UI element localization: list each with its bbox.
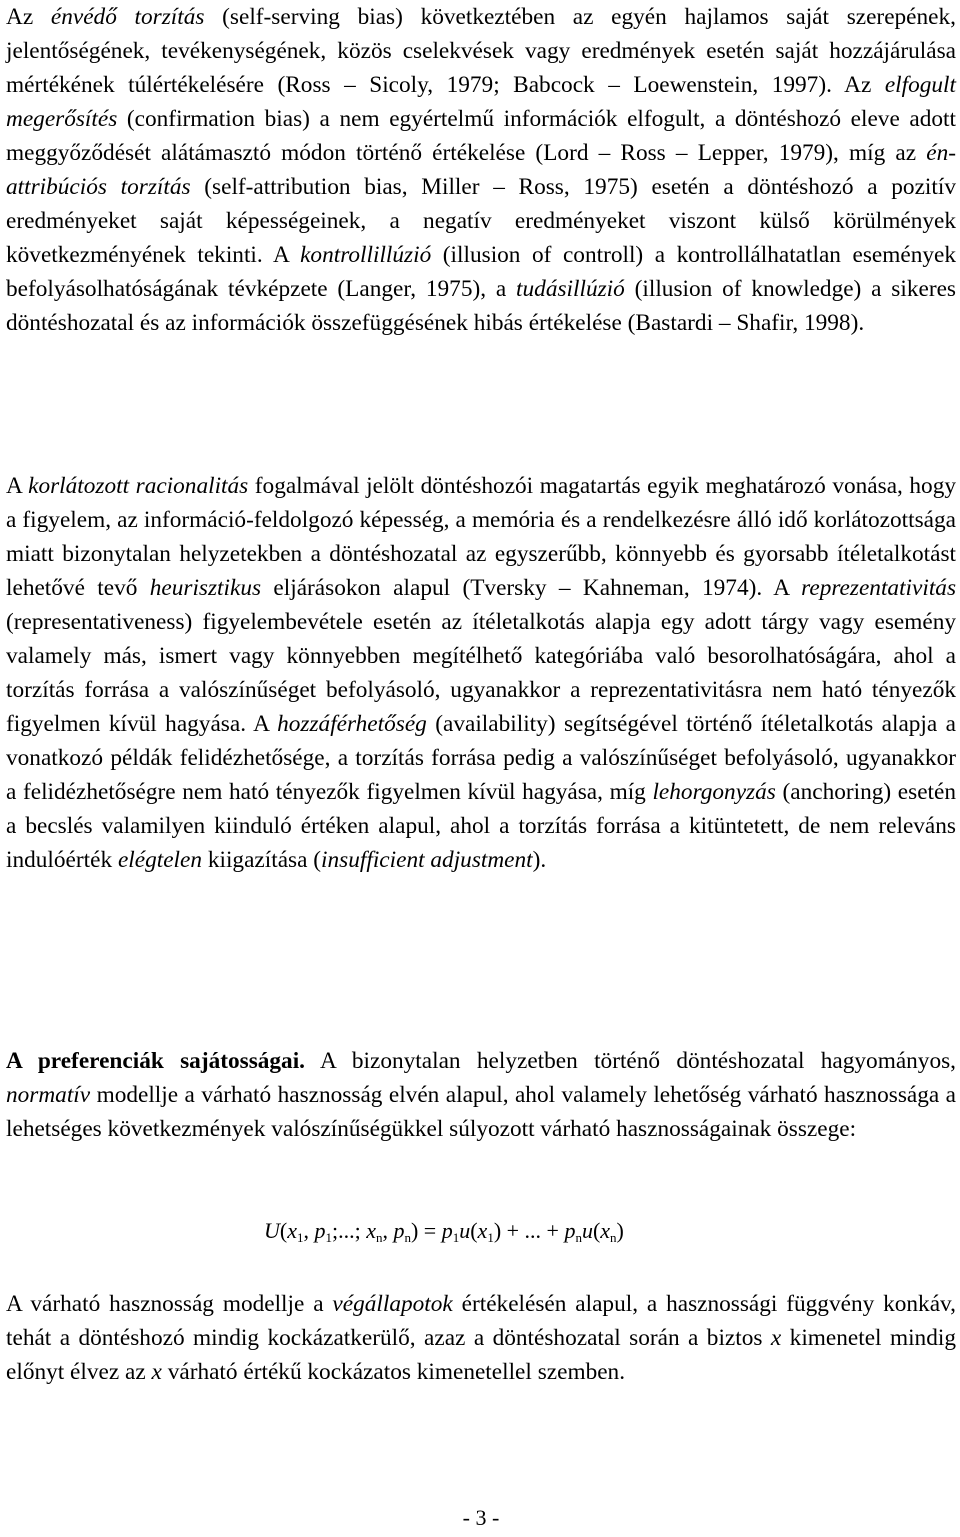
paragraph-bounded-rationality (6, 469, 956, 877)
text-run: fogalmával jelölt döntéshozói magatartás egyik meghatározó vonása, hogy a figyelem, az információ-feldolgozó képesség, a memória és a rendelkezésre álló idő korlátozottsága miatt bizonytalan helyzetekben a döntéshozatal az egyszerűbb, könnyebb és gyorsabb ítéletalkotást lehetővé tevő (6, 473, 957, 601)
formula-subscript: 1 (487, 1230, 494, 1245)
text-run: (self-attribution bias, Miller – Ross, 1975) esetén a döntéshozó a pozitív eredményeket saját képességeinek, a negatív eredményeket viszont külső körülmények következményének tekinti. A (6, 174, 956, 268)
term-representativeness: reprezentativitás (801, 575, 957, 601)
formula-symbol: ;...; (331, 1218, 367, 1243)
term-end-states: végállapotok (332, 1291, 453, 1317)
expected-utility-formula (264, 1214, 624, 1248)
term-anchoring: lehorgonyzás (652, 779, 776, 805)
formula-subscript: 1 (452, 1230, 460, 1245)
term-bounded-rationality: korlátozott racionalitás (28, 473, 249, 499)
formula-symbol: ) (616, 1218, 624, 1243)
formula-symbol: p (441, 1218, 453, 1243)
paragraph-biases (6, 0, 956, 340)
formula-symbol: , (303, 1218, 315, 1243)
formula-subscript: 1 (325, 1230, 332, 1245)
paragraph-preferences (6, 1044, 956, 1146)
term-normative: normatív (6, 1082, 91, 1108)
formula-symbol: u (581, 1218, 593, 1243)
text-run: ). (532, 847, 547, 873)
formula-subscript: 1 (296, 1230, 304, 1245)
formula-subscript: n (575, 1230, 582, 1245)
formula-symbol: u (459, 1218, 471, 1243)
variable-x: x (151, 1359, 162, 1385)
text-run: A bizonytalan helyzetben történő döntéshozatal hagyományos, (305, 1048, 956, 1074)
text-run: (anchoring) esetén a becslés valamilyen kiinduló értéken alapul, ahol a torzítás forrása a kitüntetett, de nem releváns indulóérték (6, 779, 956, 873)
text-run: kiigazítása ( (202, 847, 322, 873)
text-run: (confirmation bias) a nem egyértelmű információk elfogult, a döntéshozó eleve adott meggyőződését alátámasztó módon történő értékelése (Lord – Ross – Lepper, 1979), míg az (6, 106, 956, 166)
text-run: értékelésén alapul, a hasznossági függvény konkáv, tehát a döntéshozó mindig kockázatkerülő, azaz a döntéshozatal során a biztos (6, 1291, 957, 1351)
text-run: (illusion of knowledge) a sikeres döntéshozatal és az információk összefüggésének hibás értékelése (Bastardi – Shafir, 1998). (6, 276, 957, 336)
text-run: várható értékű kockázatos kimenetellel szemben. (161, 1359, 626, 1385)
term-insufficient-adjustment: insufficient adjustment (321, 847, 533, 873)
section-heading: A preferenciák sajátosságai. (6, 1048, 306, 1074)
text-run: A várható hasznosság modellje a (6, 1291, 333, 1317)
text-run: eljárásokon alapul (Tversky – Kahneman, 1974). A (261, 575, 802, 601)
term-confirmation-bias: elfogult megerősítés (6, 72, 956, 132)
term-self-serving-bias: énvédő torzítás (50, 4, 205, 30)
formula-symbol: ) + ... + (493, 1218, 565, 1243)
text-run: (illusion of controll) a kontrollálhatatlan események befolyásolhatóságának tévképzete (Langer, 1975), a (6, 242, 956, 302)
page-number: - 3 - (462, 1505, 500, 1530)
formula-symbol: x (600, 1218, 611, 1243)
formula-symbol: p (564, 1218, 576, 1243)
formula-subscript: n (404, 1230, 411, 1245)
term-insufficient: elégtelen (117, 847, 203, 873)
term-illusion-of-knowledge: tudásillúzió (516, 276, 625, 302)
text-run: modellje a várható hasznosság elvén alapul, ahol valamely lehetőség várható hasznossága a lehetséges következmények valószínűségükkel súlyozott várható hasznosságainak összege: (6, 1082, 956, 1142)
formula-symbol: ( (592, 1218, 601, 1243)
formula-symbol: x (287, 1218, 297, 1243)
term-availability: hozzáférhetőség (277, 711, 427, 737)
text-run: Az (6, 4, 51, 30)
paragraph-expected-utility (6, 1287, 956, 1389)
formula-symbol: ) = (410, 1218, 442, 1243)
formula-subscript: n (610, 1230, 617, 1245)
formula-symbol: U (264, 1218, 280, 1243)
text-run: kimenetel mindig előnyt élvez az (6, 1325, 956, 1385)
text-run: (self-serving bias) következtében az egyén hajlamos saját szerepének, jelentőségének, tevékenységének, közös cselekvések vagy eredmények esetén saját hozzájárulása mértékének túlértékelésére (Ross – Sicoly, 1979; Babcock – Loewenstein, 1997). Az (6, 4, 956, 98)
formula-symbol: x (366, 1218, 376, 1243)
formula-symbol: ( (470, 1218, 478, 1243)
formula-symbol: , (382, 1218, 394, 1243)
formula-symbol: ( (279, 1218, 288, 1243)
variable-x: x (770, 1325, 782, 1351)
term-self-attribution-bias: én-attribúciós torzítás (6, 140, 956, 200)
text-run: (representativeness) figyelembevétele esetén az ítéletalkotás alapja egy adott tárgy vagy esemény valamely más, ismert vagy könnyebben megítélhető kategóriába való besorolhatóságára, ahol a torzítás forrása a valószínűséget befolyásoló, ugyanakkor a reprezentativitásra nem ható tényezők figyelmen kívül hagyása. A (6, 609, 956, 737)
formula-symbol: x (477, 1218, 488, 1243)
term-heuristic: heurisztikus (149, 575, 262, 601)
term-illusion-of-control: kontrollillúzió (300, 242, 432, 268)
formula-subscript: n (375, 1230, 383, 1245)
formula-symbol: p (314, 1218, 326, 1243)
formula-symbol: p (393, 1218, 405, 1243)
text-run: A (6, 473, 29, 499)
text-run: (availability) segítségével történő ítéletalkotás alapja a vonatkozó példák felidézhetősége, a torzítás forrása pedig a valószínűséget befolyásoló, ugyanakkor a felidézhetőségre nem ható tényezők figyelmen kívül hagyása, míg (6, 711, 957, 805)
